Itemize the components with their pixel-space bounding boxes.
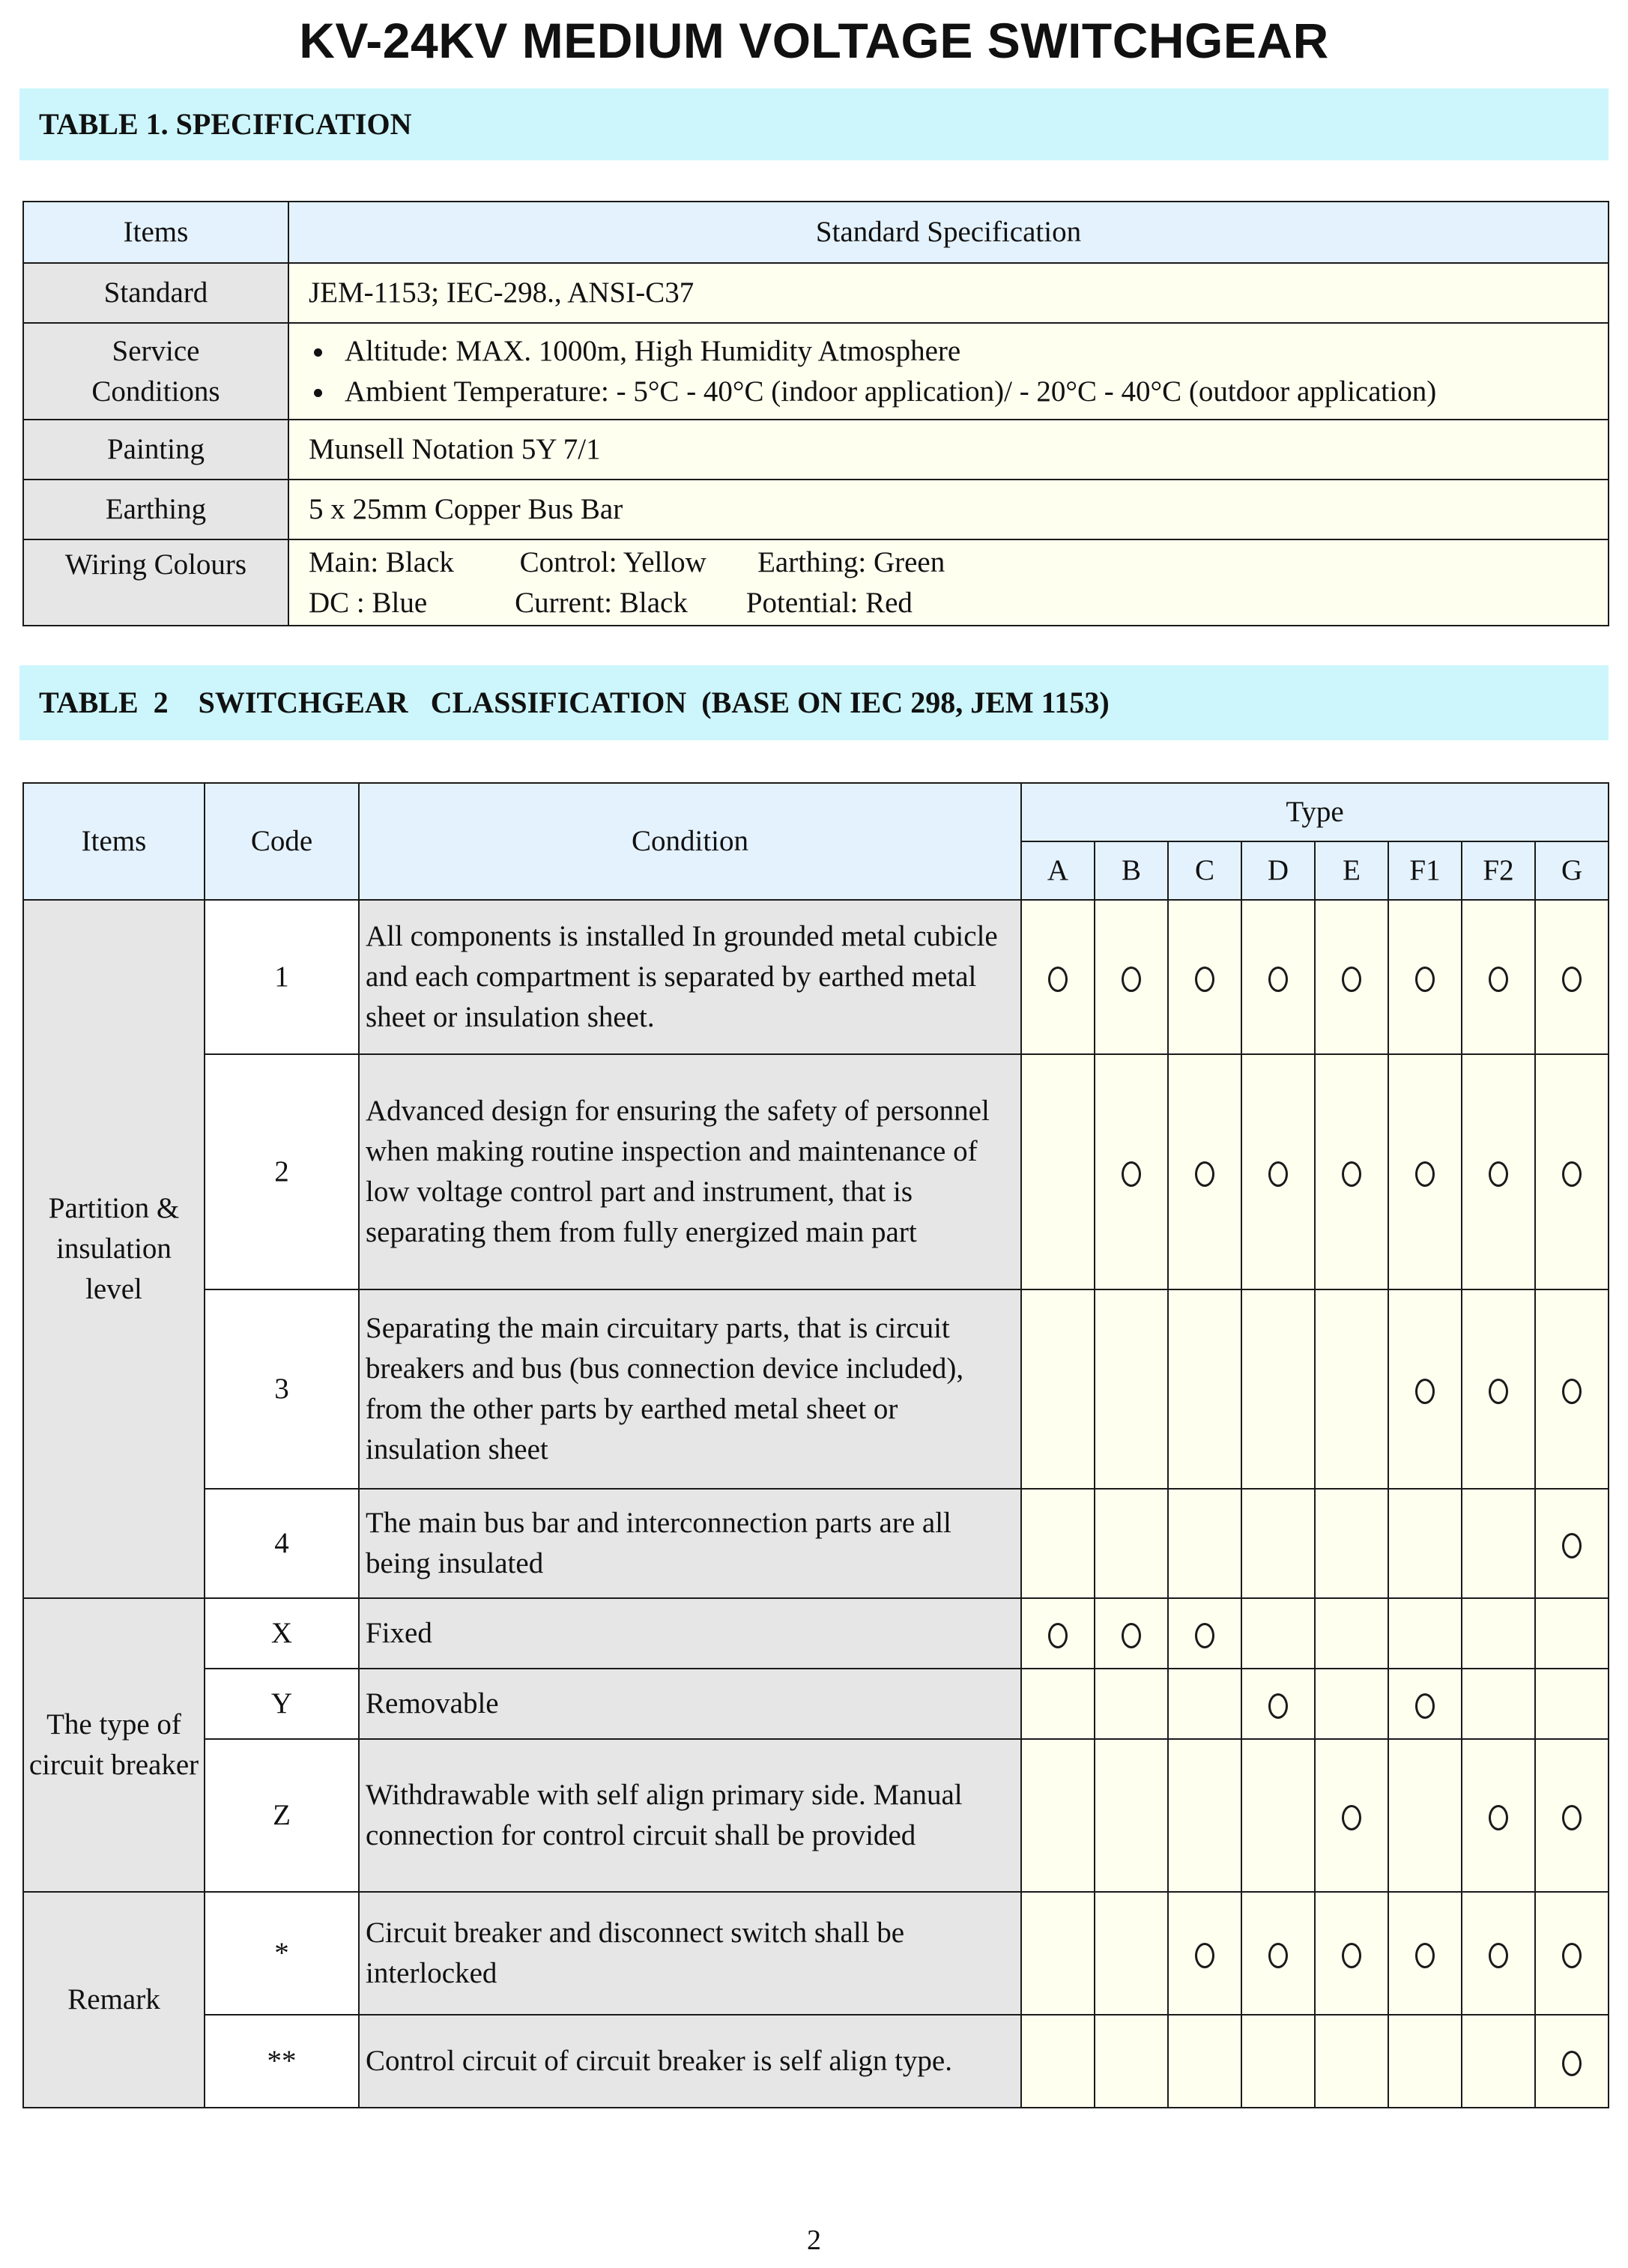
circle-mark-icon [1342, 967, 1361, 992]
mark-cell [1535, 900, 1609, 1054]
mark-cell [1095, 1289, 1168, 1489]
mark-cell [1315, 1054, 1388, 1289]
mark-cell [1095, 900, 1168, 1054]
circle-mark-icon [1342, 1805, 1361, 1830]
circle-mark-icon [1562, 967, 1582, 992]
class-header-code: Code [205, 783, 359, 900]
class-header-row-1 [23, 783, 1609, 841]
type-header-c: C [1168, 841, 1241, 900]
group-label-remark: Remark [23, 1892, 205, 2108]
circle-mark-icon [1489, 1805, 1508, 1830]
mark-cell [1535, 1739, 1609, 1892]
circle-mark-icon [1415, 967, 1435, 992]
circle-mark-icon [1489, 1943, 1508, 1968]
code-cell: 1 [205, 900, 359, 1054]
specification-table [22, 201, 1609, 626]
service-bullet-altitude: • Altitude: MAX. 1000m, High Humidity Atmosphere [336, 331, 1608, 372]
condition-cell: Circuit breaker and disconnect switch shall be interlocked [359, 1892, 1021, 2015]
mark-cell [1535, 2015, 1609, 2108]
type-header-d: D [1241, 841, 1315, 900]
spec-label-service [23, 323, 288, 420]
mark-cell [1241, 1598, 1315, 1669]
mark-cell [1021, 1289, 1095, 1489]
mark-cell [1388, 900, 1462, 1054]
mark-cell [1021, 900, 1095, 1054]
mark-cell [1462, 1739, 1535, 1892]
class-row-1 [23, 900, 1609, 1054]
mark-cell [1462, 900, 1535, 1054]
mark-cell [1462, 1289, 1535, 1489]
mark-cell [1168, 1598, 1241, 1669]
condition-cell: Removable [359, 1669, 1021, 1739]
spec-label-painting: Painting [23, 420, 288, 480]
mark-cell [1315, 1739, 1388, 1892]
mark-cell [1315, 2015, 1388, 2108]
mark-cell [1388, 1289, 1462, 1489]
mark-cell [1535, 1289, 1609, 1489]
mark-cell [1535, 1669, 1609, 1739]
spec-label-standard: Standard [23, 263, 288, 323]
mark-cell [1168, 1739, 1241, 1892]
mark-cell [1241, 1892, 1315, 2015]
page-title: KV-24KV MEDIUM VOLTAGE SWITCHGEAR [299, 13, 1329, 68]
circle-mark-icon [1562, 1943, 1582, 1968]
mark-cell [1388, 1669, 1462, 1739]
spec-row-earthing [23, 480, 1609, 539]
spec-value-wiring [288, 539, 1609, 626]
classification-table [22, 782, 1609, 2108]
circle-mark-icon [1562, 1805, 1582, 1830]
mark-cell [1095, 1598, 1168, 1669]
code-cell: ** [205, 2015, 359, 2108]
mark-cell [1388, 1739, 1462, 1892]
mark-cell [1021, 1489, 1095, 1598]
circle-mark-icon [1415, 1161, 1435, 1187]
mark-cell [1168, 1669, 1241, 1739]
mark-cell [1241, 1289, 1315, 1489]
condition-cell: The main bus bar and interconnection parts are all being insulated [359, 1489, 1021, 1598]
mark-cell [1388, 2015, 1462, 2108]
class-header-condition: Condition [359, 783, 1021, 900]
mark-cell [1241, 1054, 1315, 1289]
class-row-3 [23, 1289, 1609, 1489]
code-cell: * [205, 1892, 359, 2015]
mark-cell [1315, 1669, 1388, 1739]
code-cell: 4 [205, 1489, 359, 1598]
mark-cell [1388, 1892, 1462, 2015]
condition-cell: Fixed [359, 1598, 1021, 1669]
type-header-b: B [1095, 841, 1168, 900]
circle-mark-icon [1489, 1379, 1508, 1404]
spec-label-service-line2: Conditions [91, 375, 220, 408]
class-row-z [23, 1739, 1609, 1892]
spec-header-row [23, 202, 1609, 263]
mark-cell [1535, 1054, 1609, 1289]
class-header-items: Items [23, 783, 205, 900]
circle-mark-icon [1268, 1943, 1288, 1968]
mark-cell [1241, 1669, 1315, 1739]
circle-mark-icon [1562, 1379, 1582, 1404]
circle-mark-icon [1268, 1161, 1288, 1187]
condition-cell: All components is installed In grounded metal cubicle and each compartment is separated by earthed metal sheet or insulation sheet. [359, 900, 1021, 1054]
circle-mark-icon [1562, 1161, 1582, 1187]
circle-mark-icon [1122, 1161, 1141, 1187]
table2-banner: TABLE 2 SWITCHGEAR CLASSIFICATION (BASE ON IEC 298, JEM 1153) [19, 665, 1609, 740]
class-row-star [23, 1892, 1609, 2015]
mark-cell [1241, 900, 1315, 1054]
mark-cell [1095, 1892, 1168, 2015]
circle-mark-icon [1562, 1533, 1582, 1558]
circle-mark-icon [1122, 967, 1141, 992]
mark-cell [1315, 1892, 1388, 2015]
mark-cell [1388, 1598, 1462, 1669]
mark-cell [1168, 2015, 1241, 2108]
circle-mark-icon [1048, 1623, 1068, 1648]
mark-cell [1315, 1289, 1388, 1489]
mark-cell [1388, 1054, 1462, 1289]
condition-cell: Separating the main circuitary parts, that is circuit breakers and bus (bus connection device included), from the other parts by earthed metal sheet or insulation sheet [359, 1289, 1021, 1489]
spec-row-service [23, 323, 1609, 420]
circle-mark-icon [1195, 1943, 1214, 1968]
mark-cell [1021, 1739, 1095, 1892]
type-header-e: E [1315, 841, 1388, 900]
table1-banner: TABLE 1. SPECIFICATION [19, 88, 1609, 160]
circle-mark-icon [1268, 967, 1288, 992]
spec-value-service [288, 323, 1609, 420]
mark-cell [1535, 1489, 1609, 1598]
class-row-y [23, 1669, 1609, 1739]
spec-label-service-line1: Service [112, 334, 200, 367]
code-cell: Z [205, 1739, 359, 1892]
spec-value-standard: JEM-1153; IEC-298., ANSI-C37 [288, 263, 1609, 323]
mark-cell [1168, 1054, 1241, 1289]
circle-mark-icon [1195, 1623, 1214, 1648]
circle-mark-icon [1415, 1379, 1435, 1404]
spec-value-earthing: 5 x 25mm Copper Bus Bar [288, 480, 1609, 539]
mark-cell [1168, 1489, 1241, 1598]
mark-cell [1462, 1054, 1535, 1289]
spec-header-standard: Standard Specification [288, 202, 1609, 263]
mark-cell [1241, 2015, 1315, 2108]
circle-mark-icon [1342, 1161, 1361, 1187]
condition-cell: Advanced design for ensuring the safety of personnel when making routine inspection and maintenance of low voltage control part and instrument, that is separating them from fully energized main part [359, 1054, 1021, 1289]
class-row-2 [23, 1054, 1609, 1289]
circle-mark-icon [1562, 2051, 1582, 2076]
type-header-f1: F1 [1388, 841, 1462, 900]
circle-mark-icon [1489, 1161, 1508, 1187]
mark-cell [1095, 1489, 1168, 1598]
mark-cell [1095, 1739, 1168, 1892]
mark-cell [1095, 1669, 1168, 1739]
mark-cell [1168, 1892, 1241, 2015]
mark-cell [1021, 2015, 1095, 2108]
mark-cell [1021, 1669, 1095, 1739]
mark-cell [1462, 1669, 1535, 1739]
code-cell: Y [205, 1669, 359, 1739]
mark-cell [1462, 1489, 1535, 1598]
class-header-type: Type [1021, 783, 1609, 841]
service-bullet-temperature: • Ambient Temperature: - 5°C - 40°C (indoor application)/ - 20°C - 40°C (outdoor application) [336, 372, 1608, 412]
wiring-row-2: DC : Blue Current: Black Potential: Red [309, 586, 913, 619]
condition-cell: Control circuit of circuit breaker is self align type. [359, 2015, 1021, 2108]
mark-cell [1241, 1489, 1315, 1598]
mark-cell [1021, 1054, 1095, 1289]
mark-cell [1535, 1598, 1609, 1669]
mark-cell [1462, 1892, 1535, 2015]
spec-label-earthing: Earthing [23, 480, 288, 539]
spec-header-items: Items [23, 202, 288, 263]
service-bullet-list [289, 327, 1608, 417]
code-cell: X [205, 1598, 359, 1669]
mark-cell [1095, 1054, 1168, 1289]
code-cell: 3 [205, 1289, 359, 1489]
mark-cell [1241, 1739, 1315, 1892]
mark-cell [1462, 1598, 1535, 1669]
spec-value-painting: Munsell Notation 5Y 7/1 [288, 420, 1609, 480]
spec-label-wiring: Wiring Colours [23, 539, 288, 626]
type-header-a: A [1021, 841, 1095, 900]
mark-cell [1095, 2015, 1168, 2108]
mark-cell [1535, 1892, 1609, 2015]
mark-cell [1388, 1489, 1462, 1598]
type-header-f2: F2 [1462, 841, 1535, 900]
code-cell: 2 [205, 1054, 359, 1289]
mark-cell [1021, 1598, 1095, 1669]
mark-cell [1315, 1489, 1388, 1598]
wiring-row-1: Main: Black Control: Yellow Earthing: Green [309, 545, 945, 578]
mark-cell [1168, 1289, 1241, 1489]
class-row-4 [23, 1489, 1609, 1598]
circle-mark-icon [1415, 1693, 1435, 1719]
class-row-double-star [23, 2015, 1609, 2108]
type-header-g: G [1535, 841, 1609, 900]
mark-cell [1315, 1598, 1388, 1669]
page-number: 2 [807, 2225, 821, 2256]
spec-row-wiring [23, 539, 1609, 626]
mark-cell [1315, 900, 1388, 1054]
group-label-breaker: The type of circuit breaker [23, 1598, 205, 1892]
class-row-x [23, 1598, 1609, 1669]
circle-mark-icon [1415, 1943, 1435, 1968]
mark-cell [1021, 1892, 1095, 2015]
circle-mark-icon [1195, 967, 1214, 992]
circle-mark-icon [1489, 967, 1508, 992]
circle-mark-icon [1195, 1161, 1214, 1187]
condition-cell: Withdrawable with self align primary side. Manual connection for control circuit shall be provided [359, 1739, 1021, 1892]
group-label-partition: Partition & insulation level [23, 900, 205, 1598]
spec-row-standard [23, 263, 1609, 323]
spec-row-painting [23, 420, 1609, 480]
mark-cell [1168, 900, 1241, 1054]
circle-mark-icon [1122, 1623, 1141, 1648]
mark-cell [1462, 2015, 1535, 2108]
circle-mark-icon [1268, 1693, 1288, 1719]
circle-mark-icon [1048, 967, 1068, 992]
circle-mark-icon [1342, 1943, 1361, 1968]
